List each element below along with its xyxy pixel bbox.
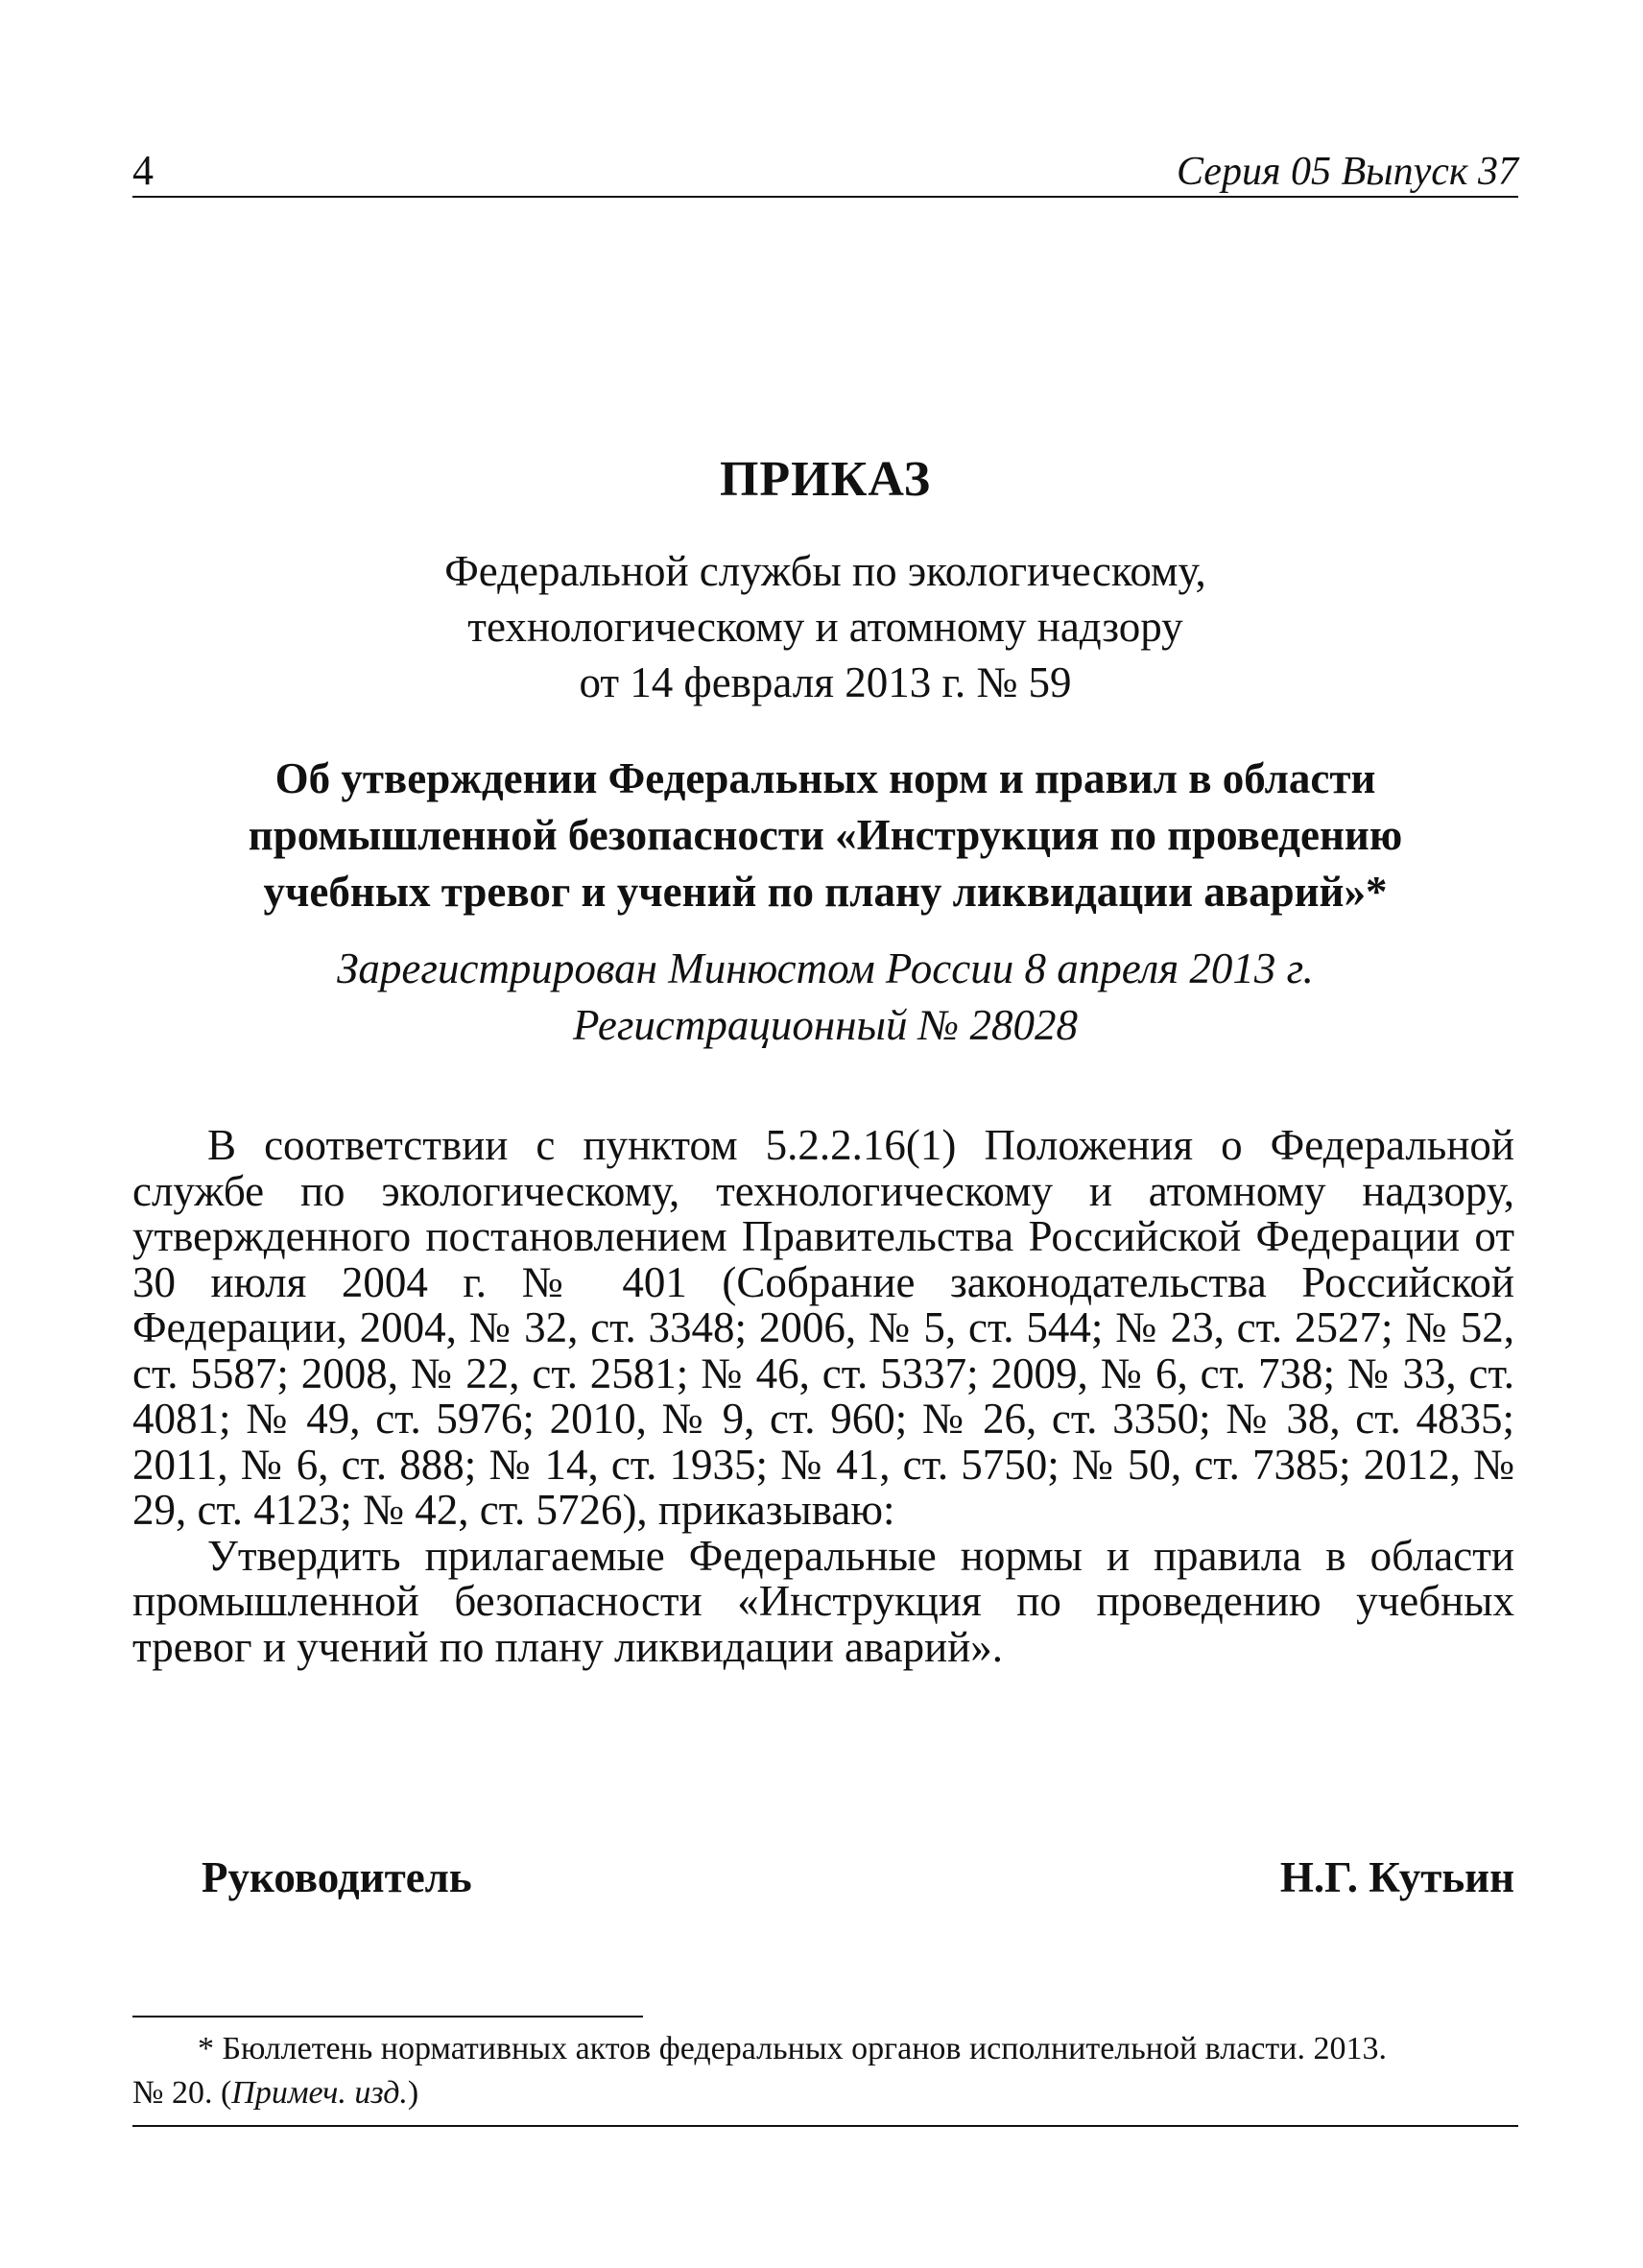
registration-note <box>132 941 1518 1054</box>
page-number: 4 <box>132 147 154 194</box>
signatory-name: Н.Г. Кутьин <box>1279 1853 1514 1901</box>
footnote-line: * Бюллетень нормативных актов федеральных органов исполнительной власти. 2013. <box>198 2031 1387 2066</box>
footnote-line <box>132 2071 1514 2115</box>
agency-line: Федеральной службы по экологическому, <box>444 547 1206 595</box>
footnote-text: ) <box>407 2075 419 2111</box>
footnote-separator <box>132 2016 643 2017</box>
issuing-agency <box>132 543 1518 710</box>
subject-line: Об утверждении Федеральных норм и правил в области <box>274 754 1376 802</box>
body-paragraph: Утвердить прилагаемые Федеральные нормы и правила в области промышленной безопасности «Инструкция по проведению учебных тревог и учений по плану ликвидации аварий». <box>132 1531 1514 1671</box>
registration-number: Регистрационный № 28028 <box>573 1001 1078 1049</box>
registration-line: Зарегистрирован Минюстом России 8 апреля 2013 г. <box>337 944 1314 992</box>
footnote <box>132 2027 1514 2115</box>
footnote-text: № 20. ( <box>132 2075 232 2111</box>
order-date-number: от 14 февраля 2013 г. № 59 <box>579 658 1072 706</box>
order-subject <box>132 751 1518 920</box>
body-paragraph: В соответствии с пунктом 5.2.2.16(1) Положения о Федеральной службе по экологическому, технологическому и атомному надзору, утвержденного постановлением Правительства Российской Федерации от 30 июля 2004 г. № 401 (Собрание законодательства Российской Федерации, 2004, № 32, ст. 3348; 2006, № 5, ст. 544; № 23, ст. 2527; № 52, ст. 5587; 2008, № 22, ст. 2581; № 46, ст. 5337; 2009, № 6, ст. 738; № 33, ст. 4081; № 49, ст. 5976; 2010, № 9, ст. 960; № 26, ст. 3350; № 38, ст. 4835; 2011, № 6, ст. 888; № 14, ст. 1935; № 41, ст. 5750; № 50, ст. 7385; 2012, № 29, ст. 4123; № 42, ст. 5726), приказываю: <box>132 1121 1514 1534</box>
signatory-role: Руководитель <box>202 1853 472 1901</box>
subject-line: промышленной безопасности «Инструкция по проведению <box>248 811 1403 859</box>
footnote-publisher-note: Примеч. изд. <box>231 2075 408 2111</box>
document-title: ПРИКАЗ <box>719 452 932 507</box>
agency-line: технологическому и атомному надзору <box>467 603 1183 651</box>
bottom-rule <box>132 2125 1518 2127</box>
subject-line: учебных тревог и учений по плану ликвидации аварий»* <box>263 868 1388 916</box>
running-header <box>132 144 1518 198</box>
order-body <box>132 1123 1514 1670</box>
series-issue-label: Серия 05 Выпуск 37 <box>1177 150 1518 194</box>
